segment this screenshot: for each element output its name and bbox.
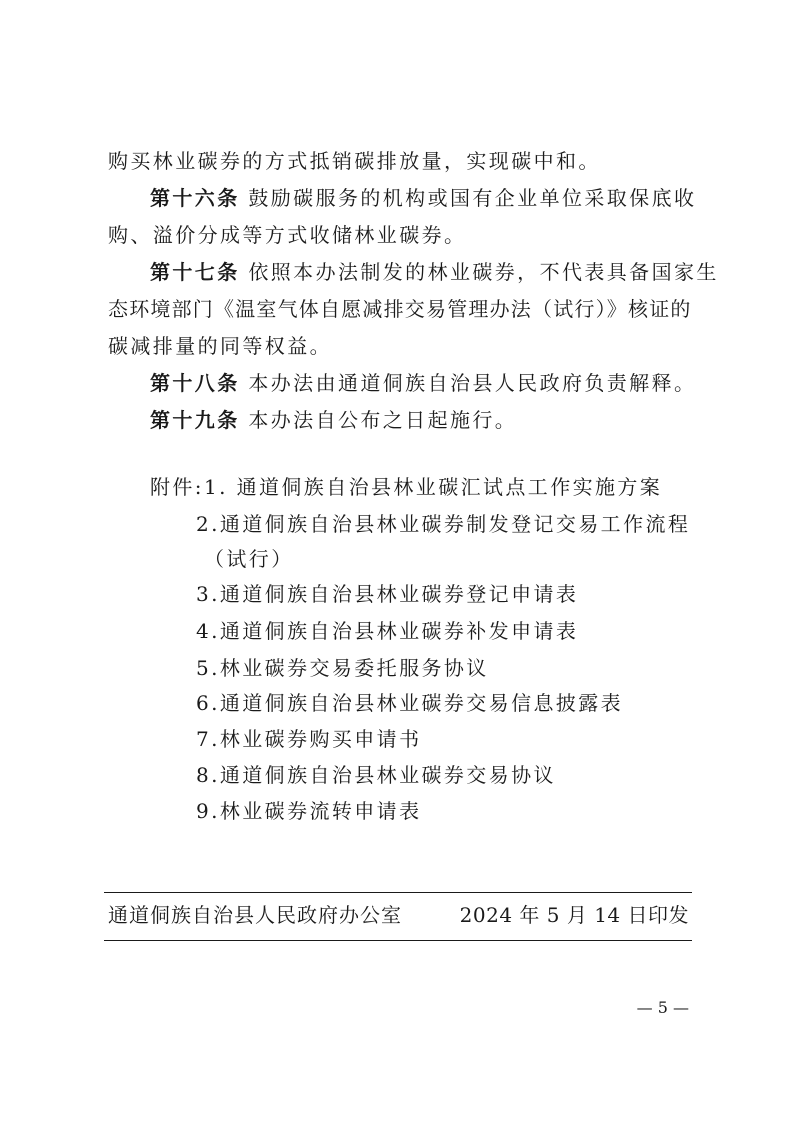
page-number: — 5 —: [636, 998, 689, 1017]
body-line: 购买林业碳券的方式抵销碳排放量，实现碳中和。: [108, 149, 601, 173]
article-17: [150, 254, 719, 290]
attachment-3: 3.通道侗族自治县林业碳券登记申请表: [196, 582, 579, 606]
article-17-label: 第十七条: [150, 260, 240, 284]
article-19-label: 第十九条: [150, 408, 240, 432]
article-17-cont: 态环境部门《温室气体自愿减排交易管理办法（试行）》核证的: [108, 297, 692, 321]
article-18-text: 本办法由通道侗族自治县人民政府负责解释。: [248, 371, 697, 395]
attachment-6: 6.通道侗族自治县林业碳券交易信息披露表: [196, 691, 624, 715]
attachment-5: 5.林业碳券交易委托服务协议: [196, 656, 489, 680]
attachment-2-cont: （试行）: [204, 547, 294, 571]
article-19-text: 本办法自公布之日起施行。: [248, 408, 518, 432]
article-17-text: 依照本办法制发的林业碳券，不代表具备国家生: [248, 260, 719, 284]
footer-bottom-rule: [104, 940, 692, 941]
attachments-label: 附件:: [150, 475, 204, 499]
article-16-cont: 购、溢价分成等方式收储林业碳券。: [108, 223, 467, 247]
attachment-2: 2.通道侗族自治县林业碳券制发登记交易工作流程: [196, 512, 691, 536]
article-19: [150, 402, 693, 438]
attachment-7: 7.林业碳券购买申请书: [196, 727, 422, 751]
article-16: [150, 180, 697, 216]
article-17-cont2: 碳减排量的同等权益。: [108, 334, 332, 358]
attachment-9: 9.林业碳券流转申请表: [196, 799, 422, 823]
article-16-label: 第十六条: [150, 186, 240, 210]
attachment-item: 1. 通道侗族自治县林业碳汇试点工作实施方案: [203, 475, 663, 499]
article-18-label: 第十八条: [150, 371, 240, 395]
footer-date: 2024 年 5 月 14 日印发: [459, 903, 689, 927]
attachment-8: 8.通道侗族自治县林业碳券交易协议: [196, 763, 556, 787]
attachment-4: 4.通道侗族自治县林业碳券补发申请表: [196, 619, 579, 643]
article-18: [150, 365, 697, 401]
article-16-text: 鼓励碳服务的机构或国有企业单位采取保底收: [248, 186, 697, 210]
footer-issuer: 通道侗族自治县人民政府办公室: [108, 903, 402, 927]
footer-top-rule: [104, 892, 692, 893]
attachment-1: [150, 469, 735, 505]
